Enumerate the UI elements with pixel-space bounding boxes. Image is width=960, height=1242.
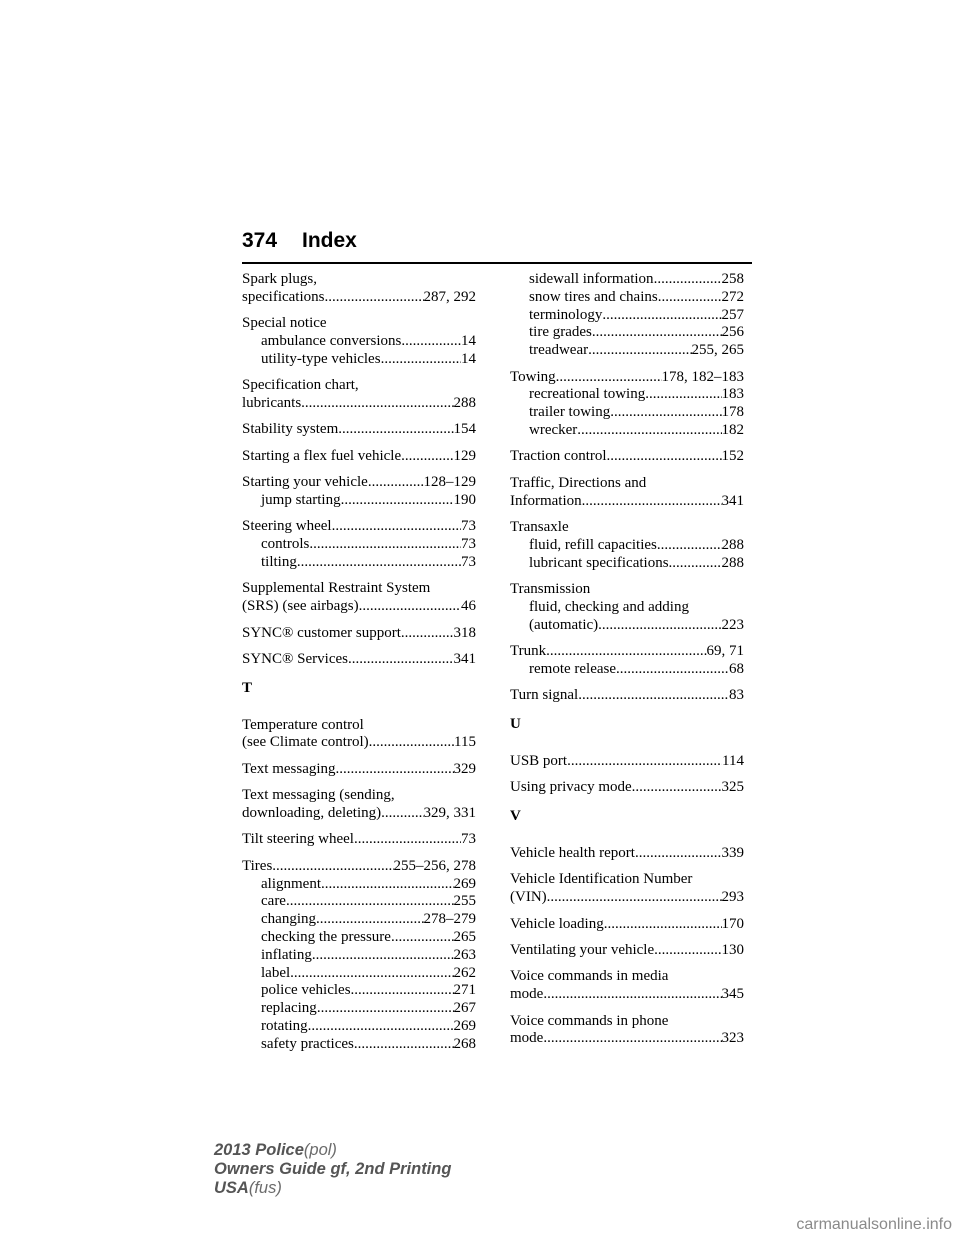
index-term <box>242 787 476 805</box>
index-term-text: Transmission <box>510 580 591 597</box>
page-reference: 152 <box>721 448 744 465</box>
index-term-text: controls <box>261 536 310 553</box>
dot-leader <box>654 271 722 289</box>
dot-leader <box>354 1036 454 1054</box>
index-letter-heading: U <box>510 715 521 732</box>
page-reference: 114 <box>722 752 744 769</box>
index-entry <box>242 315 476 368</box>
index-term <box>510 986 744 1004</box>
page-reference: 183 <box>721 386 744 403</box>
dot-leader <box>543 1030 721 1048</box>
page-reference: 46 <box>461 598 476 615</box>
footer-edition-code: (pol) <box>303 1141 337 1159</box>
index-term <box>510 643 744 661</box>
index-term-text: mode <box>510 1030 544 1047</box>
index-subentry <box>242 554 476 572</box>
index-term-text: terminology <box>529 306 603 323</box>
dot-leader <box>391 929 454 947</box>
index-entry <box>242 580 476 616</box>
index-term-text: checking the pressure <box>261 929 391 946</box>
index-term-text: Tilt steering wheel <box>242 831 354 848</box>
page-reference: 325 <box>721 779 744 796</box>
index-term-text: remote release <box>529 660 617 677</box>
index-term <box>510 942 744 960</box>
page-reference: 288 <box>453 394 476 411</box>
dot-leader <box>348 651 454 669</box>
index-term <box>242 315 476 333</box>
page-reference: 83 <box>729 687 744 704</box>
dot-leader <box>588 342 691 360</box>
page-header <box>242 226 752 264</box>
dot-leader <box>332 518 461 536</box>
index-subentry <box>242 893 476 911</box>
index-subentry <box>510 342 744 360</box>
dot-leader <box>598 617 721 635</box>
index-entry <box>242 448 476 466</box>
index-subentry <box>242 536 476 554</box>
index-entry <box>242 717 476 753</box>
index-entry <box>242 518 476 571</box>
dot-leader <box>645 386 721 404</box>
dot-leader <box>607 448 722 466</box>
dot-leader <box>316 911 424 929</box>
index-term-text: SYNC® customer support <box>242 624 401 641</box>
page-reference: 345 <box>721 986 744 1003</box>
dot-leader <box>604 916 722 934</box>
index-term-text: wrecker <box>529 421 578 438</box>
footer-guide: Owners Guide gf, 2nd Printing <box>214 1160 452 1178</box>
index-term <box>510 581 744 599</box>
dot-leader <box>321 876 454 894</box>
index-term-text: Towing <box>510 368 556 385</box>
index-term-text: rotating <box>261 1018 308 1035</box>
page-number: 374 <box>242 229 278 252</box>
index-subentry <box>242 947 476 965</box>
watermark: carmanualsonline.info <box>796 1216 952 1233</box>
dot-leader <box>309 536 461 554</box>
index-term-text: Traffic, Directions and <box>510 474 647 491</box>
index-entry <box>510 942 744 960</box>
dot-leader <box>381 805 423 823</box>
index-subentry <box>242 876 476 894</box>
dot-leader <box>338 421 453 439</box>
page-reference: 178 <box>721 404 744 421</box>
index-term-text: treadwear <box>529 342 589 359</box>
index-term-text: Transaxle <box>510 518 569 535</box>
page-reference: 73 <box>461 536 476 553</box>
dot-leader <box>290 965 453 983</box>
index-term <box>242 289 476 307</box>
index-subentry <box>510 661 744 679</box>
index-term-text: Steering wheel <box>242 518 332 535</box>
index-subentry <box>510 307 744 325</box>
dot-leader <box>657 537 722 555</box>
index-term-text: jump starting <box>261 491 341 508</box>
dot-leader <box>368 474 424 492</box>
dot-leader <box>635 845 722 863</box>
index-term-text: Tires <box>242 857 273 874</box>
page-reference: 269 <box>453 1018 476 1035</box>
page-reference: 339 <box>721 845 744 862</box>
dot-leader <box>336 761 454 779</box>
page-reference: 255–256, 278 <box>393 857 476 874</box>
index-entry <box>510 271 744 360</box>
dot-leader <box>578 687 729 705</box>
index-entry <box>242 377 476 413</box>
page-reference: 318 <box>453 624 476 641</box>
dot-leader <box>602 307 721 325</box>
footer-line-2 <box>214 1160 451 1179</box>
page-reference: 268 <box>453 1035 476 1052</box>
page-reference: 170 <box>721 915 744 932</box>
index-term-text: Spark plugs, <box>242 271 317 287</box>
index-term-text: Stability system <box>242 421 339 438</box>
dot-leader <box>369 734 454 752</box>
index-term <box>242 805 476 823</box>
index-term-text: tire grades <box>529 324 592 341</box>
index-entry <box>242 787 476 823</box>
index-term-text: mode <box>510 986 544 1003</box>
index-term-text: Text messaging (sending, <box>242 787 395 804</box>
footer-imprint <box>214 1141 451 1198</box>
index-term <box>242 651 476 669</box>
page-reference: 323 <box>721 1030 744 1047</box>
index-term <box>242 625 476 643</box>
dot-leader <box>556 369 662 387</box>
dot-leader <box>297 554 461 572</box>
page-reference: 258 <box>721 271 744 287</box>
index-subentry <box>510 537 744 555</box>
index-subentry <box>242 351 476 369</box>
page-reference: 73 <box>461 553 476 570</box>
index-term-text: (see Climate control) <box>242 734 369 751</box>
index-term-text: (automatic) <box>529 616 599 633</box>
index-subentry <box>242 1018 476 1036</box>
page-reference: 262 <box>453 964 476 981</box>
dot-leader <box>324 289 423 307</box>
index-term <box>242 474 476 492</box>
index-term <box>242 448 476 466</box>
dot-leader <box>543 986 721 1004</box>
index-subentry <box>510 289 744 307</box>
dot-leader <box>610 404 721 422</box>
index-term <box>242 518 476 536</box>
index-column-left <box>242 271 476 1062</box>
footer-line-3 <box>214 1179 451 1198</box>
page-reference: 341 <box>721 492 744 509</box>
index-term <box>510 369 744 387</box>
index-subentry <box>510 386 744 404</box>
index-term-text: specifications <box>242 288 325 305</box>
dot-leader <box>401 448 453 466</box>
index-term <box>242 761 476 779</box>
index-term <box>242 734 476 752</box>
index-term <box>510 687 744 705</box>
index-subentry <box>242 1000 476 1018</box>
index-entry <box>510 968 744 1004</box>
index-entry <box>510 448 744 466</box>
index-term-text: ambulance conversions <box>261 332 402 349</box>
index-term-text: Special notice <box>242 315 327 332</box>
index-subentry <box>242 982 476 1000</box>
index-entry <box>242 651 476 669</box>
index-term <box>510 493 744 511</box>
dot-leader <box>401 333 461 351</box>
index-term <box>510 448 744 466</box>
index-entry <box>510 519 744 572</box>
page-reference: 288 <box>721 554 744 571</box>
footer-edition: 2013 Police <box>214 1141 304 1159</box>
index-entry <box>510 581 744 634</box>
dot-leader <box>301 395 453 413</box>
page-reference: 128–129 <box>423 474 476 491</box>
index-term-text: Vehicle loading <box>510 915 604 932</box>
index-entry <box>510 753 744 771</box>
index-term-text: (VIN) <box>510 889 547 906</box>
index-entry <box>242 625 476 643</box>
index-term-text: trailer towing <box>529 404 611 421</box>
dot-leader <box>341 492 454 510</box>
index-term <box>242 831 476 849</box>
dot-leader <box>272 858 393 876</box>
page-reference: 265 <box>453 929 476 946</box>
index-term-text: sidewall information <box>529 271 654 287</box>
index-subentry <box>510 324 744 342</box>
index-term <box>510 889 744 907</box>
index-term <box>510 845 744 863</box>
index-term <box>242 395 476 413</box>
index-term-text: Using privacy mode <box>510 779 632 796</box>
index-subentry <box>242 492 476 510</box>
index-entry <box>510 871 744 907</box>
page-reference: 182 <box>721 421 744 438</box>
index-term <box>242 858 476 876</box>
index-term-text: police vehicles <box>261 982 351 999</box>
index-term <box>242 580 476 598</box>
page-reference: 178, 182–183 <box>661 368 744 385</box>
index-term-text: Trunk <box>510 642 547 659</box>
index-entry <box>510 845 744 863</box>
index-subentry <box>510 555 744 573</box>
dot-leader <box>354 831 461 849</box>
dot-leader <box>616 661 729 679</box>
dot-leader <box>312 947 454 965</box>
page-reference: 272 <box>721 288 744 305</box>
page-reference: 223 <box>721 616 744 633</box>
index-term-text: inflating <box>261 946 312 963</box>
index-subentry <box>510 422 744 440</box>
index-term-text: fluid, checking and adding <box>529 598 689 615</box>
index-term-text: Voice commands in media <box>510 968 669 985</box>
page-reference: 73 <box>461 831 476 848</box>
page-reference: 14 <box>461 332 476 349</box>
footer-market: USA <box>214 1179 249 1197</box>
page-reference: 269 <box>453 875 476 892</box>
index-term-text: Starting a flex fuel vehicle <box>242 447 402 464</box>
footer-market-code: (fus) <box>248 1179 282 1197</box>
index-term <box>510 779 744 797</box>
dot-leader <box>592 324 722 342</box>
dot-leader <box>546 643 706 661</box>
page-reference: 267 <box>453 1000 476 1017</box>
page-reference: 257 <box>721 306 744 323</box>
index-term-text: Temperature control <box>242 716 364 733</box>
page-reference: 154 <box>453 421 476 438</box>
index-term-text: Ventilating your vehicle <box>510 942 655 959</box>
index-entry <box>242 761 476 779</box>
index-subentry <box>242 1036 476 1054</box>
page-reference: 255 <box>453 893 476 910</box>
page-reference: 73 <box>461 518 476 535</box>
index-term <box>510 475 744 493</box>
page-reference: 68 <box>729 660 744 677</box>
index-subentry <box>242 333 476 351</box>
index-entry <box>510 1013 744 1049</box>
index-term-text: Vehicle Identification Number <box>510 871 693 888</box>
index-subentry <box>510 599 744 617</box>
dot-leader <box>359 598 461 616</box>
index-entry <box>242 474 476 510</box>
page-reference: 130 <box>721 942 744 959</box>
dot-leader <box>654 942 721 960</box>
index-entry <box>510 643 744 679</box>
index-term-text: Supplemental Restraint System <box>242 580 431 597</box>
index-term-text: care <box>261 893 286 910</box>
dot-leader <box>401 625 454 643</box>
index-term <box>510 1013 744 1031</box>
index-term-text: alignment <box>261 875 321 892</box>
page-reference: 14 <box>461 350 476 367</box>
dot-leader <box>582 493 722 511</box>
index-subentry <box>510 617 744 635</box>
dot-leader <box>381 351 461 369</box>
index-term-text: USB port <box>510 752 568 769</box>
index-term-text: replacing <box>261 1000 317 1017</box>
index-term <box>242 377 476 395</box>
index-entry <box>510 916 744 934</box>
page-reference: 190 <box>453 491 476 508</box>
index-term <box>242 271 476 289</box>
page-reference: 255, 265 <box>691 342 744 359</box>
index-term-text: recreational towing <box>529 386 646 403</box>
footer-line-1 <box>214 1141 451 1160</box>
index-term-text: Specification chart, <box>242 377 359 394</box>
index-term-text: lubricants <box>242 394 302 411</box>
index-term <box>510 519 744 537</box>
dot-leader <box>308 1018 454 1036</box>
index-term-text: Turn signal <box>510 687 579 704</box>
index-subentry <box>242 929 476 947</box>
index-entry <box>242 831 476 849</box>
page-reference: 278–279 <box>423 911 476 928</box>
page-reference: 288 <box>721 536 744 553</box>
index-entry <box>510 779 744 797</box>
dot-leader <box>286 893 454 911</box>
dot-leader <box>577 422 721 440</box>
index-term-text: Vehicle health report <box>510 845 635 862</box>
index-term <box>510 753 744 771</box>
index-subentry <box>242 965 476 983</box>
index-term-text: tilting <box>261 553 297 570</box>
index-term <box>242 598 476 616</box>
page-reference: 293 <box>721 889 744 906</box>
dot-leader <box>658 289 722 307</box>
index-term <box>242 717 476 735</box>
dot-leader <box>547 889 722 907</box>
dot-leader <box>567 753 722 771</box>
index-term-text: changing <box>261 911 316 928</box>
index-subentry <box>510 271 744 289</box>
index-term-text: Information <box>510 492 582 509</box>
page-reference: 129 <box>453 447 476 464</box>
index-term-text: fluid, refill capacities <box>529 536 657 553</box>
page-reference: 263 <box>453 946 476 963</box>
index-letter-heading: T <box>242 679 253 696</box>
index-term-text: label <box>261 964 291 981</box>
dot-leader <box>632 779 722 797</box>
index-subentry <box>510 404 744 422</box>
index-term-text: snow tires and chains <box>529 288 658 305</box>
index-term-text: downloading, deleting) <box>242 805 382 822</box>
dot-leader <box>669 555 722 573</box>
index-entry <box>242 271 476 307</box>
page-reference: 329, 331 <box>423 805 476 822</box>
dot-leader <box>351 982 454 1000</box>
index-term-text: lubricant specifications <box>529 554 669 571</box>
index-term <box>510 871 744 889</box>
dot-leader <box>317 1000 454 1018</box>
index-term <box>242 421 476 439</box>
index-term-text: utility-type vehicles <box>261 350 381 367</box>
index-term-text: SYNC® Services <box>242 650 348 667</box>
index-term-text: Traction control <box>510 448 607 465</box>
index-subentry <box>242 911 476 929</box>
index-term-text: safety practices <box>261 1035 354 1052</box>
index-term-text: (SRS) (see airbags) <box>242 598 359 615</box>
index-term-text: Starting your vehicle <box>242 474 368 491</box>
index-entry <box>510 369 744 440</box>
index-term-text: Voice commands in phone <box>510 1012 669 1029</box>
index-term <box>510 1030 744 1048</box>
page-title: Index <box>302 229 357 252</box>
index-entry <box>242 858 476 1054</box>
page-reference: 69, 71 <box>706 642 744 659</box>
index-entry <box>510 687 744 705</box>
page-reference: 341 <box>453 650 476 667</box>
page-reference: 256 <box>721 324 744 341</box>
index-column-right <box>510 271 744 1057</box>
page-reference: 271 <box>453 982 476 999</box>
page-reference: 115 <box>454 734 476 751</box>
index-term <box>510 916 744 934</box>
index-term <box>510 968 744 986</box>
index-letter-heading: V <box>510 808 521 825</box>
index-term-text: Text messaging <box>242 760 336 777</box>
page-reference: 287, 292 <box>423 288 476 305</box>
index-entry <box>242 421 476 439</box>
page-reference: 329 <box>453 760 476 777</box>
index-entry <box>510 475 744 511</box>
